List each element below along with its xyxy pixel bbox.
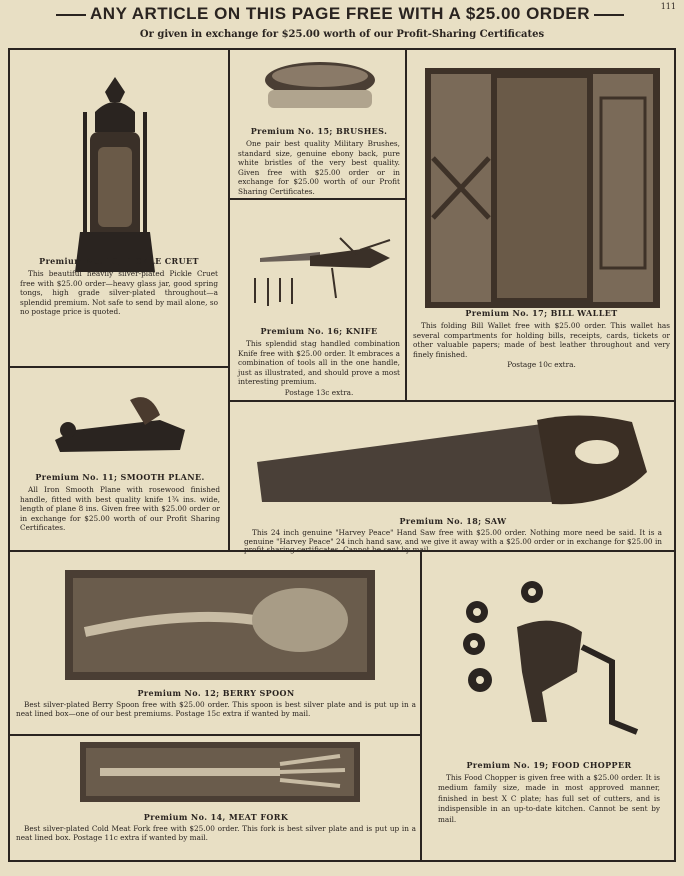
knife-postage: Postage 13c extra. — [284, 387, 354, 397]
chopper-description: This Food Chopper is given free with a $25.00 order. It is medium family size, made in most approved manner, finished in best X C plate; has full set of cutters, and is indispensible in an up-to-date kitchen. Cannot be sent by mail. — [438, 773, 660, 824]
cruet-title: Premium No. 10; PICKLE CRUET — [39, 256, 199, 266]
wallet-description: This folding Bill Wallet free with $25.00 order. This wallet has several compartments for holding bills, receipts, cards, tickets or other valuable papers; made of best leather throughout and very finely finished. — [413, 321, 670, 359]
knife-description: This splendid stag handled combination Knife free with $25.00 order. It embraces a combination of tools all in the one handle, just as illustrated, and should prove a most interesting premium. — [238, 339, 400, 387]
cruet-panel — [8, 48, 230, 368]
plane-panel — [8, 366, 230, 552]
wallet-panel — [405, 48, 676, 402]
brushes-panel — [228, 48, 407, 200]
meat-fork-image — [80, 742, 360, 802]
saw-description: This 24 inch genuine "Harvey Peace" Hand Saw free with $25.00 order. Nothing more need be said. It is a genuine "Harvey Peace" 24 inch hand saw, and we give it away with a $25.00 order or in exchange for $25.00 in profit sharing certificates. Cannot be sent by mail. — [244, 528, 662, 555]
brushes-image — [260, 58, 380, 118]
wallet-postage: Postage 10c extra. — [507, 360, 576, 370]
headline — [20, 4, 660, 24]
saw-title: Premium No. 18; SAW — [399, 516, 507, 526]
plane-description: All Iron Smooth Plane with rosewood finished handle, fitted with best quality knife 1¾ ins. wide, length of plane 8 ins. Given free with $25.00 order or in exchange for $25.00 worth of our Profit Sharing Certificates. — [20, 485, 220, 533]
chopper-title: Premium No. 19; FOOD CHOPPER — [466, 760, 632, 770]
plane-title: Premium No. 11; SMOOTH PLANE. — [35, 472, 205, 482]
knife-image — [240, 218, 400, 318]
bill-wallet-image — [425, 68, 660, 308]
berry-spoon-image — [65, 570, 375, 680]
chopper-panel — [420, 550, 676, 862]
fork-panel — [8, 734, 422, 862]
page-number: 111 — [660, 2, 676, 11]
spoon-panel — [8, 550, 422, 736]
spoon-description: Best silver-plated Berry Spoon free with $25.00 order. This spoon is best silver plate and is put up in a neat lined box—one of our best premiums. Postage 15c extra if wanted by mail. — [16, 700, 416, 718]
subheadline: Or given in exchange for $25.00 worth of our Profit-Sharing Certificates — [139, 29, 545, 40]
knife-panel — [228, 198, 407, 402]
wallet-title: Premium No. 17; BILL WALLET — [465, 308, 618, 318]
pickle-cruet-image — [70, 72, 160, 282]
fork-description: Best silver-plated Cold Meat Fork free with $25.00 order. This fork is best silver plate and is put up in a neat lined box. Postage 11c extra if wanted by mail. — [16, 824, 416, 842]
smooth-plane-image — [50, 390, 190, 460]
cruet-description: This beautiful heavily silver-plated Pickle Cruet free with $25.00 order—heavy glass jar, good spring tongs, high grade silver-plated throughout—a splendid premium. Not safe to send by mail alone, so no postage price is quoted. — [20, 269, 218, 317]
headline-text: ANY ARTICLE ON THIS PAGE FREE WITH A $25.00 ORDER — [90, 4, 590, 23]
spoon-title: Premium No. 12; BERRY SPOON — [137, 688, 295, 698]
knife-title: Premium No. 16; KNIFE — [260, 326, 378, 336]
saw-panel — [228, 400, 676, 555]
food-chopper-image — [452, 572, 652, 752]
fork-title: Premium No. 14, MEAT FORK — [143, 812, 289, 822]
brushes-title: Premium No. 15; BRUSHES. — [250, 126, 388, 136]
brushes-description: One pair best quality Military Brushes, standard size, genuine ebony back, pure white bristles of the very best quality. Given free with $25.00 order or in exchange for $25.00 worth of our Profit Sharing Certificates. — [238, 139, 400, 196]
hand-saw-image — [252, 412, 652, 512]
